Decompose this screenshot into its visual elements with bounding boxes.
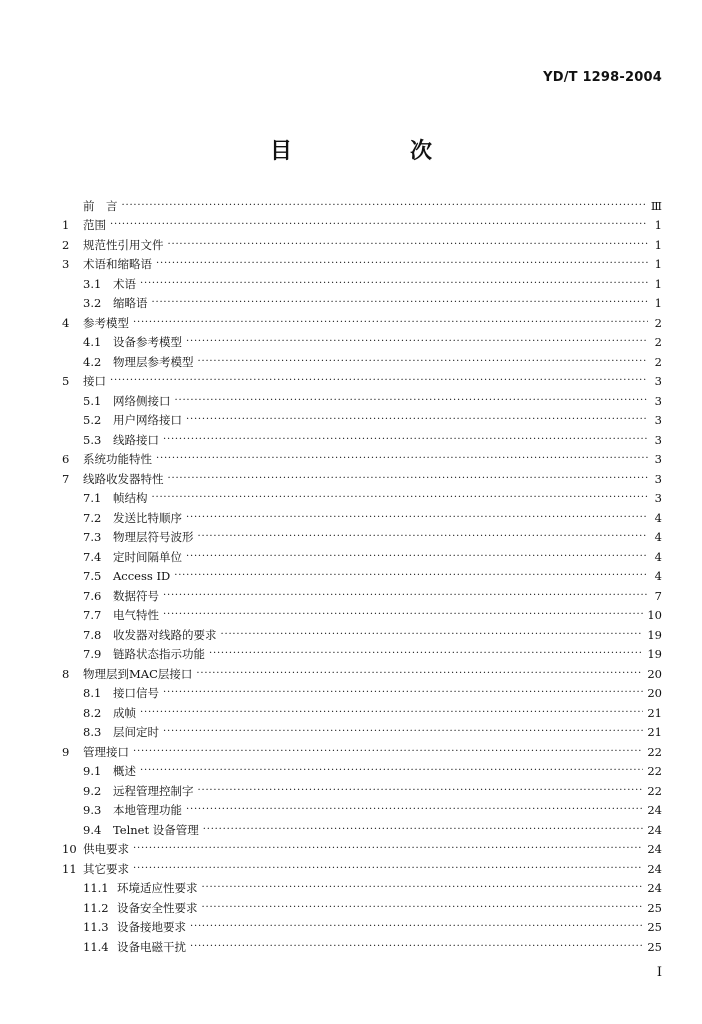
- dot-leader: [190, 940, 643, 954]
- toc-entry-number: 8: [62, 666, 70, 681]
- dot-leader: [186, 550, 648, 564]
- toc-entry-page: Ⅲ: [650, 198, 662, 213]
- toc-entry: [62, 388, 662, 408]
- toc-entry-page: 3: [654, 393, 662, 408]
- toc-entry-title: 远程管理控制字: [113, 783, 194, 798]
- toc-entry-title: 线路接口: [113, 432, 159, 447]
- toc-entry-title: 设备接地要求: [117, 920, 186, 934]
- toc-entry: [62, 856, 662, 876]
- toc-entry-title: 电气特性: [113, 608, 159, 622]
- toc-entry-title: 术语和缩略语: [83, 257, 152, 271]
- toc-entry: [62, 369, 662, 389]
- toc-entry-number: 1: [62, 218, 70, 232]
- toc-entry-page: 19: [647, 627, 662, 642]
- toc-entry-number: 7.1: [83, 491, 102, 505]
- toc-entry: [62, 486, 662, 506]
- toc-entry-title: 帧结构: [113, 491, 148, 505]
- toc-entry: [62, 622, 662, 642]
- toc-entry-title: 设备参考模型: [113, 335, 182, 349]
- dot-leader: [221, 628, 644, 642]
- toc-entry-number: 7.9: [83, 647, 102, 661]
- toc-entry-number: 8.3: [83, 725, 102, 739]
- toc-entry: [62, 447, 662, 467]
- toc-entry-title: 本地管理功能: [113, 803, 182, 817]
- toc-entry-number: 3.1: [83, 276, 102, 291]
- toc-entry-number: 11.1: [83, 881, 109, 895]
- toc-entry-number: 8.1: [83, 686, 102, 700]
- dot-leader: [186, 413, 648, 427]
- toc-entry-page: 7: [654, 588, 662, 603]
- toc-entry-page: 22: [647, 783, 662, 798]
- toc-entry-title: 接口: [83, 374, 106, 388]
- dot-leader: [196, 667, 643, 681]
- toc-entry-number: 9.4: [83, 822, 102, 837]
- page-folio: I: [656, 965, 662, 980]
- toc-entry: [62, 213, 662, 233]
- toc-entry-number: 6: [62, 452, 70, 466]
- dot-leader: [198, 355, 649, 369]
- dot-leader: [190, 920, 643, 934]
- dot-leader: [156, 257, 648, 271]
- toc-entry-number: 7.8: [83, 627, 102, 642]
- toc-entry-page: 2: [654, 354, 662, 369]
- toc-entry-title: 用户网络接口: [113, 413, 182, 427]
- toc-entry: [62, 603, 662, 623]
- toc-entry-title: 概述: [113, 764, 136, 778]
- dot-leader: [203, 823, 644, 837]
- toc-entry-page: 3: [654, 452, 662, 466]
- toc-entry-page: 19: [647, 647, 662, 661]
- toc-entry-title: 供电要求: [83, 842, 129, 856]
- dot-leader: [186, 511, 648, 525]
- toc-entry-title: Telnet 设备管理: [113, 822, 199, 837]
- toc-entry: [62, 681, 662, 701]
- toc-entry-title: 层间定时: [113, 725, 159, 739]
- toc-entry-title: 网络侧接口: [113, 393, 171, 408]
- toc-entry-number: 2: [62, 237, 70, 252]
- toc-entry-number: 3.2: [83, 296, 102, 310]
- toc-entry: [62, 817, 662, 837]
- toc-entry-number: 10: [62, 842, 77, 856]
- toc-entry-page: 3: [654, 471, 662, 486]
- toc-entry-title: 物理层到MAC层接口: [83, 666, 193, 681]
- toc-entry: [62, 759, 662, 779]
- toc-entry: [62, 778, 662, 798]
- toc-entry-title: Access ID: [113, 569, 171, 583]
- toc-entry-page: 1: [654, 237, 662, 252]
- dot-leader: [175, 394, 649, 408]
- toc-entry-number: 7.6: [83, 588, 102, 603]
- dot-leader: [198, 784, 644, 798]
- toc-entry-number: 8.2: [83, 705, 102, 720]
- toc-entry-page: 25: [647, 920, 662, 934]
- toc-entry-page: 20: [647, 666, 662, 681]
- toc-entry-page: 22: [647, 764, 662, 778]
- toc-entry-page: 24: [647, 842, 662, 856]
- toc-entry-page: 4: [654, 510, 662, 525]
- toc-entry-title: 设备安全性要求: [117, 900, 198, 915]
- toc-entry-title: 发送比特顺序: [113, 510, 182, 525]
- toc-entry-number: 7.5: [83, 569, 102, 583]
- dot-leader: [186, 803, 643, 817]
- table-of-contents: [62, 193, 662, 954]
- toc-entry-page: 4: [654, 549, 662, 564]
- dot-leader: [209, 647, 643, 661]
- toc-entry-page: 1: [654, 276, 662, 291]
- dot-leader: [163, 589, 648, 603]
- toc-entry: [62, 252, 662, 272]
- toc-entry: [62, 564, 662, 584]
- dot-leader: [133, 862, 643, 876]
- toc-entry-page: 3: [654, 374, 662, 388]
- toc-entry-page: 24: [647, 881, 662, 895]
- toc-entry-number: 3: [62, 257, 70, 271]
- toc-entry: [62, 525, 662, 545]
- toc-entry-title: 规范性引用文件: [83, 237, 164, 252]
- toc-entry-number: 4.2: [83, 354, 102, 369]
- toc-entry: [62, 232, 662, 252]
- toc-entry-title: 系统功能特性: [83, 452, 152, 466]
- toc-entry-number: 7.4: [83, 549, 102, 564]
- toc-entry-title: 接口信号: [113, 686, 159, 700]
- toc-entry: [62, 798, 662, 818]
- toc-entry-number: 4: [62, 315, 70, 330]
- toc-entry-page: 20: [647, 686, 662, 700]
- dot-leader: [168, 472, 649, 486]
- toc-entry: [62, 895, 662, 915]
- dot-leader: [140, 764, 643, 778]
- dot-leader: [140, 706, 643, 720]
- dot-leader: [174, 569, 648, 583]
- page-title: 目 次: [269, 138, 480, 164]
- dot-leader: [140, 277, 648, 291]
- toc-entry-title: 数据符号: [113, 588, 159, 603]
- toc-entry-number: 7.2: [83, 510, 102, 525]
- toc-entry: [62, 583, 662, 603]
- toc-entry-page: 4: [654, 569, 662, 583]
- toc-entry-title: 术语: [113, 276, 136, 291]
- toc-entry-number: 4.1: [83, 335, 102, 349]
- toc-entry-page: 10: [647, 608, 662, 622]
- toc-entry-page: 24: [647, 822, 662, 837]
- toc-entry-page: 2: [654, 315, 662, 330]
- toc-entry: [62, 193, 662, 213]
- toc-entry-page: 3: [654, 491, 662, 505]
- toc-entry-number: 11.3: [83, 920, 109, 934]
- toc-entry-title: 缩略语: [113, 296, 148, 310]
- toc-entry-number: 9.2: [83, 783, 102, 798]
- toc-entry-number: 5.3: [83, 432, 102, 447]
- toc-entry-title: 成帧: [113, 705, 136, 720]
- toc-entry-page: 21: [647, 725, 662, 739]
- toc-entry: [62, 310, 662, 330]
- toc-entry-title: 收发器对线路的要求: [113, 627, 217, 642]
- toc-entry-page: 4: [654, 530, 662, 544]
- toc-entry-title: 其它要求: [83, 861, 129, 876]
- toc-entry: [62, 876, 662, 896]
- toc-entry: [62, 739, 662, 759]
- toc-entry-number: 5.1: [83, 393, 102, 408]
- toc-entry: [62, 349, 662, 369]
- dot-leader: [168, 238, 649, 252]
- dot-leader: [152, 491, 649, 505]
- toc-entry-number: 5.2: [83, 413, 102, 427]
- toc-entry-number: 9: [62, 744, 70, 759]
- toc-entry-title: 范围: [83, 218, 106, 232]
- toc-entry: [62, 427, 662, 447]
- toc-entry-title: 线路收发器特性: [83, 471, 164, 486]
- dot-leader: [156, 452, 648, 466]
- toc-entry: [62, 291, 662, 311]
- toc-entry: [62, 720, 662, 740]
- toc-entry-page: 22: [647, 744, 662, 759]
- toc-entry-title: 定时间隔单位: [113, 549, 182, 564]
- toc-entry-number: 5: [62, 374, 70, 388]
- dot-leader: [186, 335, 648, 349]
- toc-entry: [62, 466, 662, 486]
- toc-entry: [62, 544, 662, 564]
- toc-entry-page: 1: [654, 218, 662, 232]
- dot-leader: [163, 725, 643, 739]
- dot-leader: [110, 218, 648, 232]
- toc-entry-title: 链路状态指示功能: [113, 647, 205, 661]
- toc-entry: [62, 661, 662, 681]
- dot-leader: [202, 881, 644, 895]
- toc-entry: [62, 408, 662, 428]
- document-code: YD/T 1298-2004: [543, 70, 662, 85]
- toc-entry-number: 11.4: [83, 939, 109, 954]
- toc-entry: [62, 330, 662, 350]
- toc-entry-page: 1: [654, 257, 662, 271]
- toc-entry-page: 25: [647, 939, 662, 954]
- toc-entry: [62, 642, 662, 662]
- toc-entry-page: 3: [654, 413, 662, 427]
- dot-leader: [110, 374, 648, 388]
- toc-entry: [62, 837, 662, 857]
- toc-entry: [62, 271, 662, 291]
- dot-leader: [163, 686, 643, 700]
- dot-leader: [122, 199, 647, 213]
- toc-entry-page: 24: [647, 803, 662, 817]
- dot-leader: [133, 842, 643, 856]
- toc-entry-page: 3: [654, 432, 662, 447]
- dot-leader: [152, 296, 649, 310]
- toc-entry: [62, 505, 662, 525]
- toc-entry-page: 21: [647, 705, 662, 720]
- toc-entry-title: 物理层符号波形: [113, 530, 194, 544]
- dot-leader: [163, 433, 648, 447]
- toc-entry: [62, 915, 662, 935]
- toc-entry: [62, 934, 662, 954]
- dot-leader: [133, 316, 648, 330]
- toc-entry-number: 11.2: [83, 900, 109, 915]
- dot-leader: [198, 530, 649, 544]
- toc-entry-title: 物理层参考模型: [113, 354, 194, 369]
- dot-leader: [202, 901, 644, 915]
- toc-entry-number: 7: [62, 471, 70, 486]
- toc-entry-title: 管理接口: [83, 744, 129, 759]
- dot-leader: [163, 608, 643, 622]
- toc-entry: [62, 700, 662, 720]
- toc-entry-title: 环境适应性要求: [117, 881, 198, 895]
- dot-leader: [133, 745, 643, 759]
- toc-entry-number: 11: [62, 861, 77, 876]
- toc-entry-number: 7.3: [83, 530, 102, 544]
- toc-entry-title: 参考模型: [83, 315, 129, 330]
- toc-entry-page: 1: [654, 296, 662, 310]
- toc-entry-page: 2: [654, 335, 662, 349]
- toc-entry-page: 25: [647, 900, 662, 915]
- toc-entry-title: 前 言: [83, 198, 118, 213]
- toc-entry-number: 9.1: [83, 764, 102, 778]
- toc-entry-title: 设备电磁干扰: [117, 939, 186, 954]
- toc-entry-number: 7.7: [83, 608, 102, 622]
- toc-entry-number: 9.3: [83, 803, 102, 817]
- toc-entry-page: 24: [647, 861, 662, 876]
